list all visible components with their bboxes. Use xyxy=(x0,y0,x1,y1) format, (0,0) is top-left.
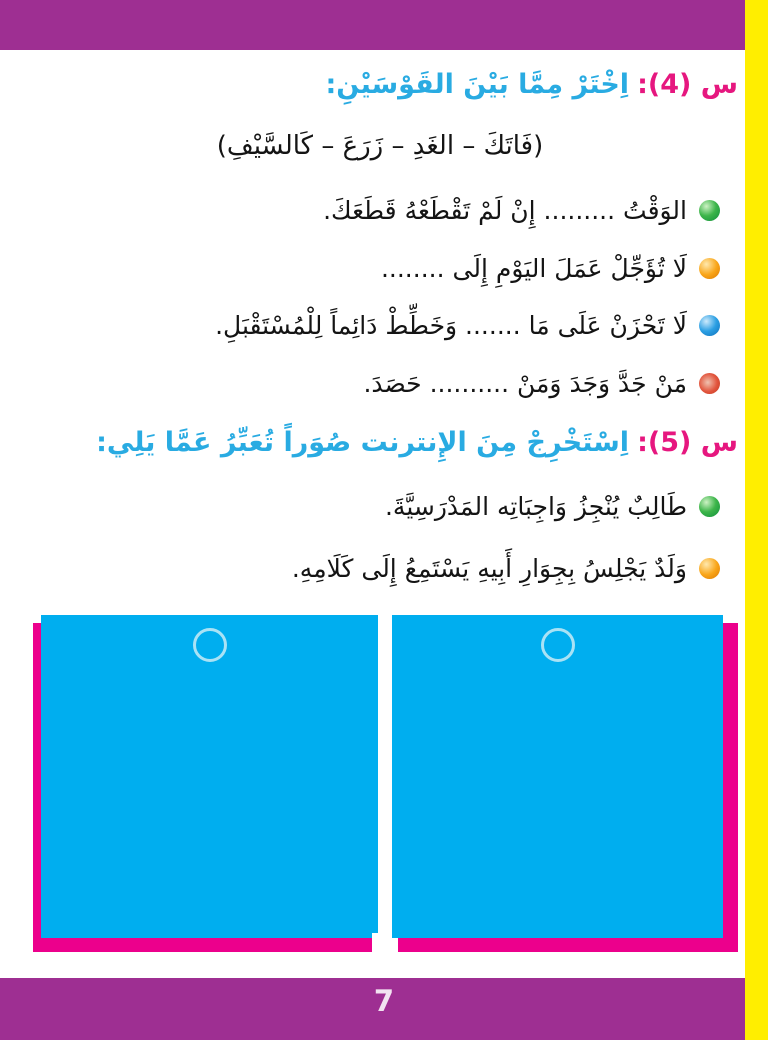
red-ball-icon xyxy=(699,373,720,394)
box-divider xyxy=(378,615,392,952)
question-5-title: اِسْتَخْرِجْ مِنَ الإِنترنت صُوَراً تُعَبِّرُ عَمَّا يَلِي: xyxy=(96,426,630,458)
list-item xyxy=(292,546,720,590)
left-image-box xyxy=(41,615,378,938)
question-5-header xyxy=(96,420,738,464)
orange-ball-icon xyxy=(699,558,720,579)
orange-ball-icon xyxy=(699,258,720,279)
page-number: 7 xyxy=(373,984,395,1018)
green-ball-icon xyxy=(699,200,720,221)
list-item xyxy=(363,361,720,405)
circle-icon xyxy=(193,628,227,662)
list-item xyxy=(381,246,720,290)
blue-ball-icon xyxy=(699,315,720,336)
list-item-text: لَا تُؤَجِّلْ عَمَلَ اليَوْمِ إِلَى ........ xyxy=(380,253,687,283)
list-item xyxy=(323,188,720,232)
question-4-label: س (4): xyxy=(637,68,738,100)
list-item-text: وَلَدٌ يَجْلِسُ بِجِوَارِ أَبِيهِ يَسْتَمِعُ إِلَى كَلَامِهِ. xyxy=(291,553,687,583)
list-item-text: مَنْ جَدَّ وَجَدَ وَمَنْ .......... حَصَدَ. xyxy=(363,368,687,398)
question-4-header xyxy=(325,62,738,106)
list-item-text: طَالِبٌ يُنْجِزُ وَاجِبَاتِه المَدْرَسِيَّةَ. xyxy=(384,491,687,521)
list-item xyxy=(215,303,720,347)
question-5-label: س (5): xyxy=(637,426,738,458)
top-border-bar xyxy=(0,0,745,50)
right-image-box xyxy=(392,615,723,938)
list-item xyxy=(385,484,720,528)
circle-icon xyxy=(541,628,575,662)
list-item-text: لَا تَحْزَنْ عَلَى مَا ....... وَخَطِّطْ دَائِماً لِلْمُسْتَقْبَلِ. xyxy=(215,310,687,340)
question-4-options: (فَاتَكَ – الغَدِ – زَرَعَ – كَالسَّيْفِ) xyxy=(216,131,544,161)
question-4-title: اِخْتَرْ مِمَّا بَيْنَ القَوْسَيْنِ: xyxy=(325,68,630,100)
green-ball-icon xyxy=(699,496,720,517)
image-placeholder-frame xyxy=(33,615,738,952)
list-item-text: الوَقْتُ ......... إِنْ لَمْ تَقْطَعْهُ قَطَعَكَ. xyxy=(323,195,687,225)
